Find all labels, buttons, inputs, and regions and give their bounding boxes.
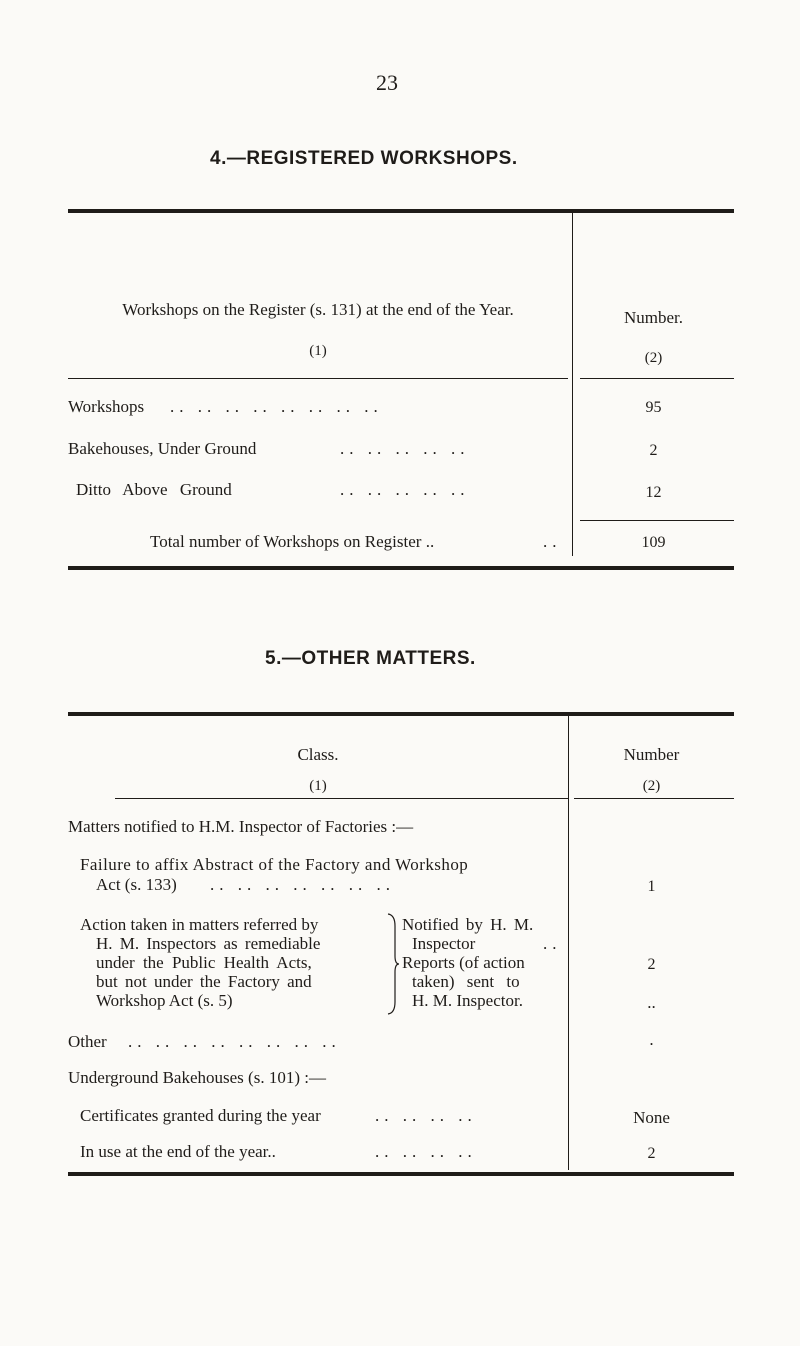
action-left-line-2: H. M. Inspectors as remediable bbox=[96, 934, 321, 953]
row-ditto-above-value: 12 bbox=[645, 484, 662, 501]
other-dots: .. .. .. .. .. .. .. .. bbox=[128, 1032, 341, 1051]
registered-workshops-heading: 4.—REGISTERED WORKSHOPS. bbox=[210, 148, 518, 169]
action-left-line-4: but not under the Factory and bbox=[96, 972, 312, 991]
table1-header-rule-left bbox=[68, 378, 568, 379]
table1-col2-header: Number. bbox=[623, 308, 684, 327]
matters-notified-line: Matters notified to H.M. Inspector of Factories :— bbox=[68, 817, 414, 836]
table1-col1-header: Workshops on the Register (s. 131) at the end of the Year. bbox=[122, 300, 514, 319]
table2-header-rule-right bbox=[574, 798, 734, 799]
table1-header-rule-right bbox=[580, 378, 734, 379]
table1-col1-index: (1) bbox=[309, 343, 327, 359]
table2-header-rule-left bbox=[115, 798, 568, 799]
action-left-line-3: under the Public Health Acts, bbox=[96, 953, 312, 972]
row-bakehouses-underground-dots: .. .. .. .. .. bbox=[340, 439, 470, 458]
table1-total-rule bbox=[580, 520, 734, 521]
table1-col2-index: (2) bbox=[644, 350, 663, 366]
row-ditto-above-label: Ditto Above Ground bbox=[76, 480, 232, 499]
table2-col2-index: (2) bbox=[642, 778, 661, 794]
table2-bottom-rule bbox=[68, 1172, 734, 1176]
grouping-brace bbox=[386, 912, 400, 1016]
row-ditto-above-dots: .. .. .. .. .. bbox=[340, 480, 470, 499]
action-left-line-1: Action taken in matters referred by bbox=[80, 915, 319, 934]
table1-column-divider bbox=[572, 213, 573, 556]
failure-value: 1 bbox=[647, 878, 656, 895]
action-right-line-4: taken) sent to bbox=[412, 972, 520, 991]
reports-value: .. bbox=[647, 993, 656, 1012]
certificates-value: None bbox=[633, 1108, 670, 1127]
table2-column-divider-lower bbox=[568, 1058, 569, 1170]
action-right-line-3: Reports (of action bbox=[402, 953, 525, 972]
other-label: Other bbox=[68, 1032, 107, 1051]
total-value: 109 bbox=[641, 534, 666, 551]
failure-dots: .. .. .. .. .. .. .. bbox=[210, 875, 395, 894]
certificates-dots: .. .. .. .. bbox=[375, 1106, 477, 1125]
table2-col2-header: Number bbox=[623, 745, 680, 764]
action-right-line-1: Notified by H. M. bbox=[402, 915, 534, 934]
row-bakehouses-underground-label: Bakehouses, Under Ground bbox=[68, 439, 257, 458]
table1-top-rule bbox=[68, 209, 734, 213]
row-bakehouses-underground-value: 2 bbox=[649, 442, 658, 459]
action-left-line-5: Workshop Act (s. 5) bbox=[96, 991, 233, 1010]
total-dots: .. bbox=[543, 532, 562, 551]
table2-top-rule bbox=[68, 712, 734, 716]
table1-bottom-rule bbox=[68, 566, 734, 570]
row-workshops-dots: .. .. .. .. .. .. .. .. bbox=[170, 397, 383, 416]
row-workshops-value: 95 bbox=[645, 399, 662, 416]
certificates-label: Certificates granted during the year bbox=[80, 1106, 321, 1125]
other-matters-heading: 5.—OTHER MATTERS. bbox=[265, 648, 476, 669]
in-use-label: In use at the end of the year.. bbox=[80, 1142, 276, 1161]
action-right-line-5: H. M. Inspector. bbox=[412, 991, 523, 1010]
notified-value: 2 bbox=[647, 956, 656, 973]
row-workshops-label: Workshops bbox=[68, 397, 145, 416]
failure-line-2: Act (s. 133) bbox=[96, 875, 177, 894]
in-use-dots: .. .. .. .. bbox=[375, 1142, 477, 1161]
table2-col1-header: Class. bbox=[297, 745, 339, 764]
action-right-line-2: Inspector bbox=[412, 934, 476, 953]
underground-bakehouses-line: Underground Bakehouses (s. 101) :— bbox=[68, 1068, 326, 1087]
page-number: 23 bbox=[376, 70, 398, 95]
action-right-dots: .. bbox=[543, 934, 562, 953]
table2-col1-index: (1) bbox=[309, 778, 327, 794]
other-value: . bbox=[649, 1030, 654, 1049]
failure-line-1: Failure to affix Abstract of the Factory and Workshop bbox=[80, 855, 469, 874]
in-use-value: 2 bbox=[647, 1145, 656, 1162]
total-label: Total number of Workshops on Register .. bbox=[150, 532, 435, 551]
